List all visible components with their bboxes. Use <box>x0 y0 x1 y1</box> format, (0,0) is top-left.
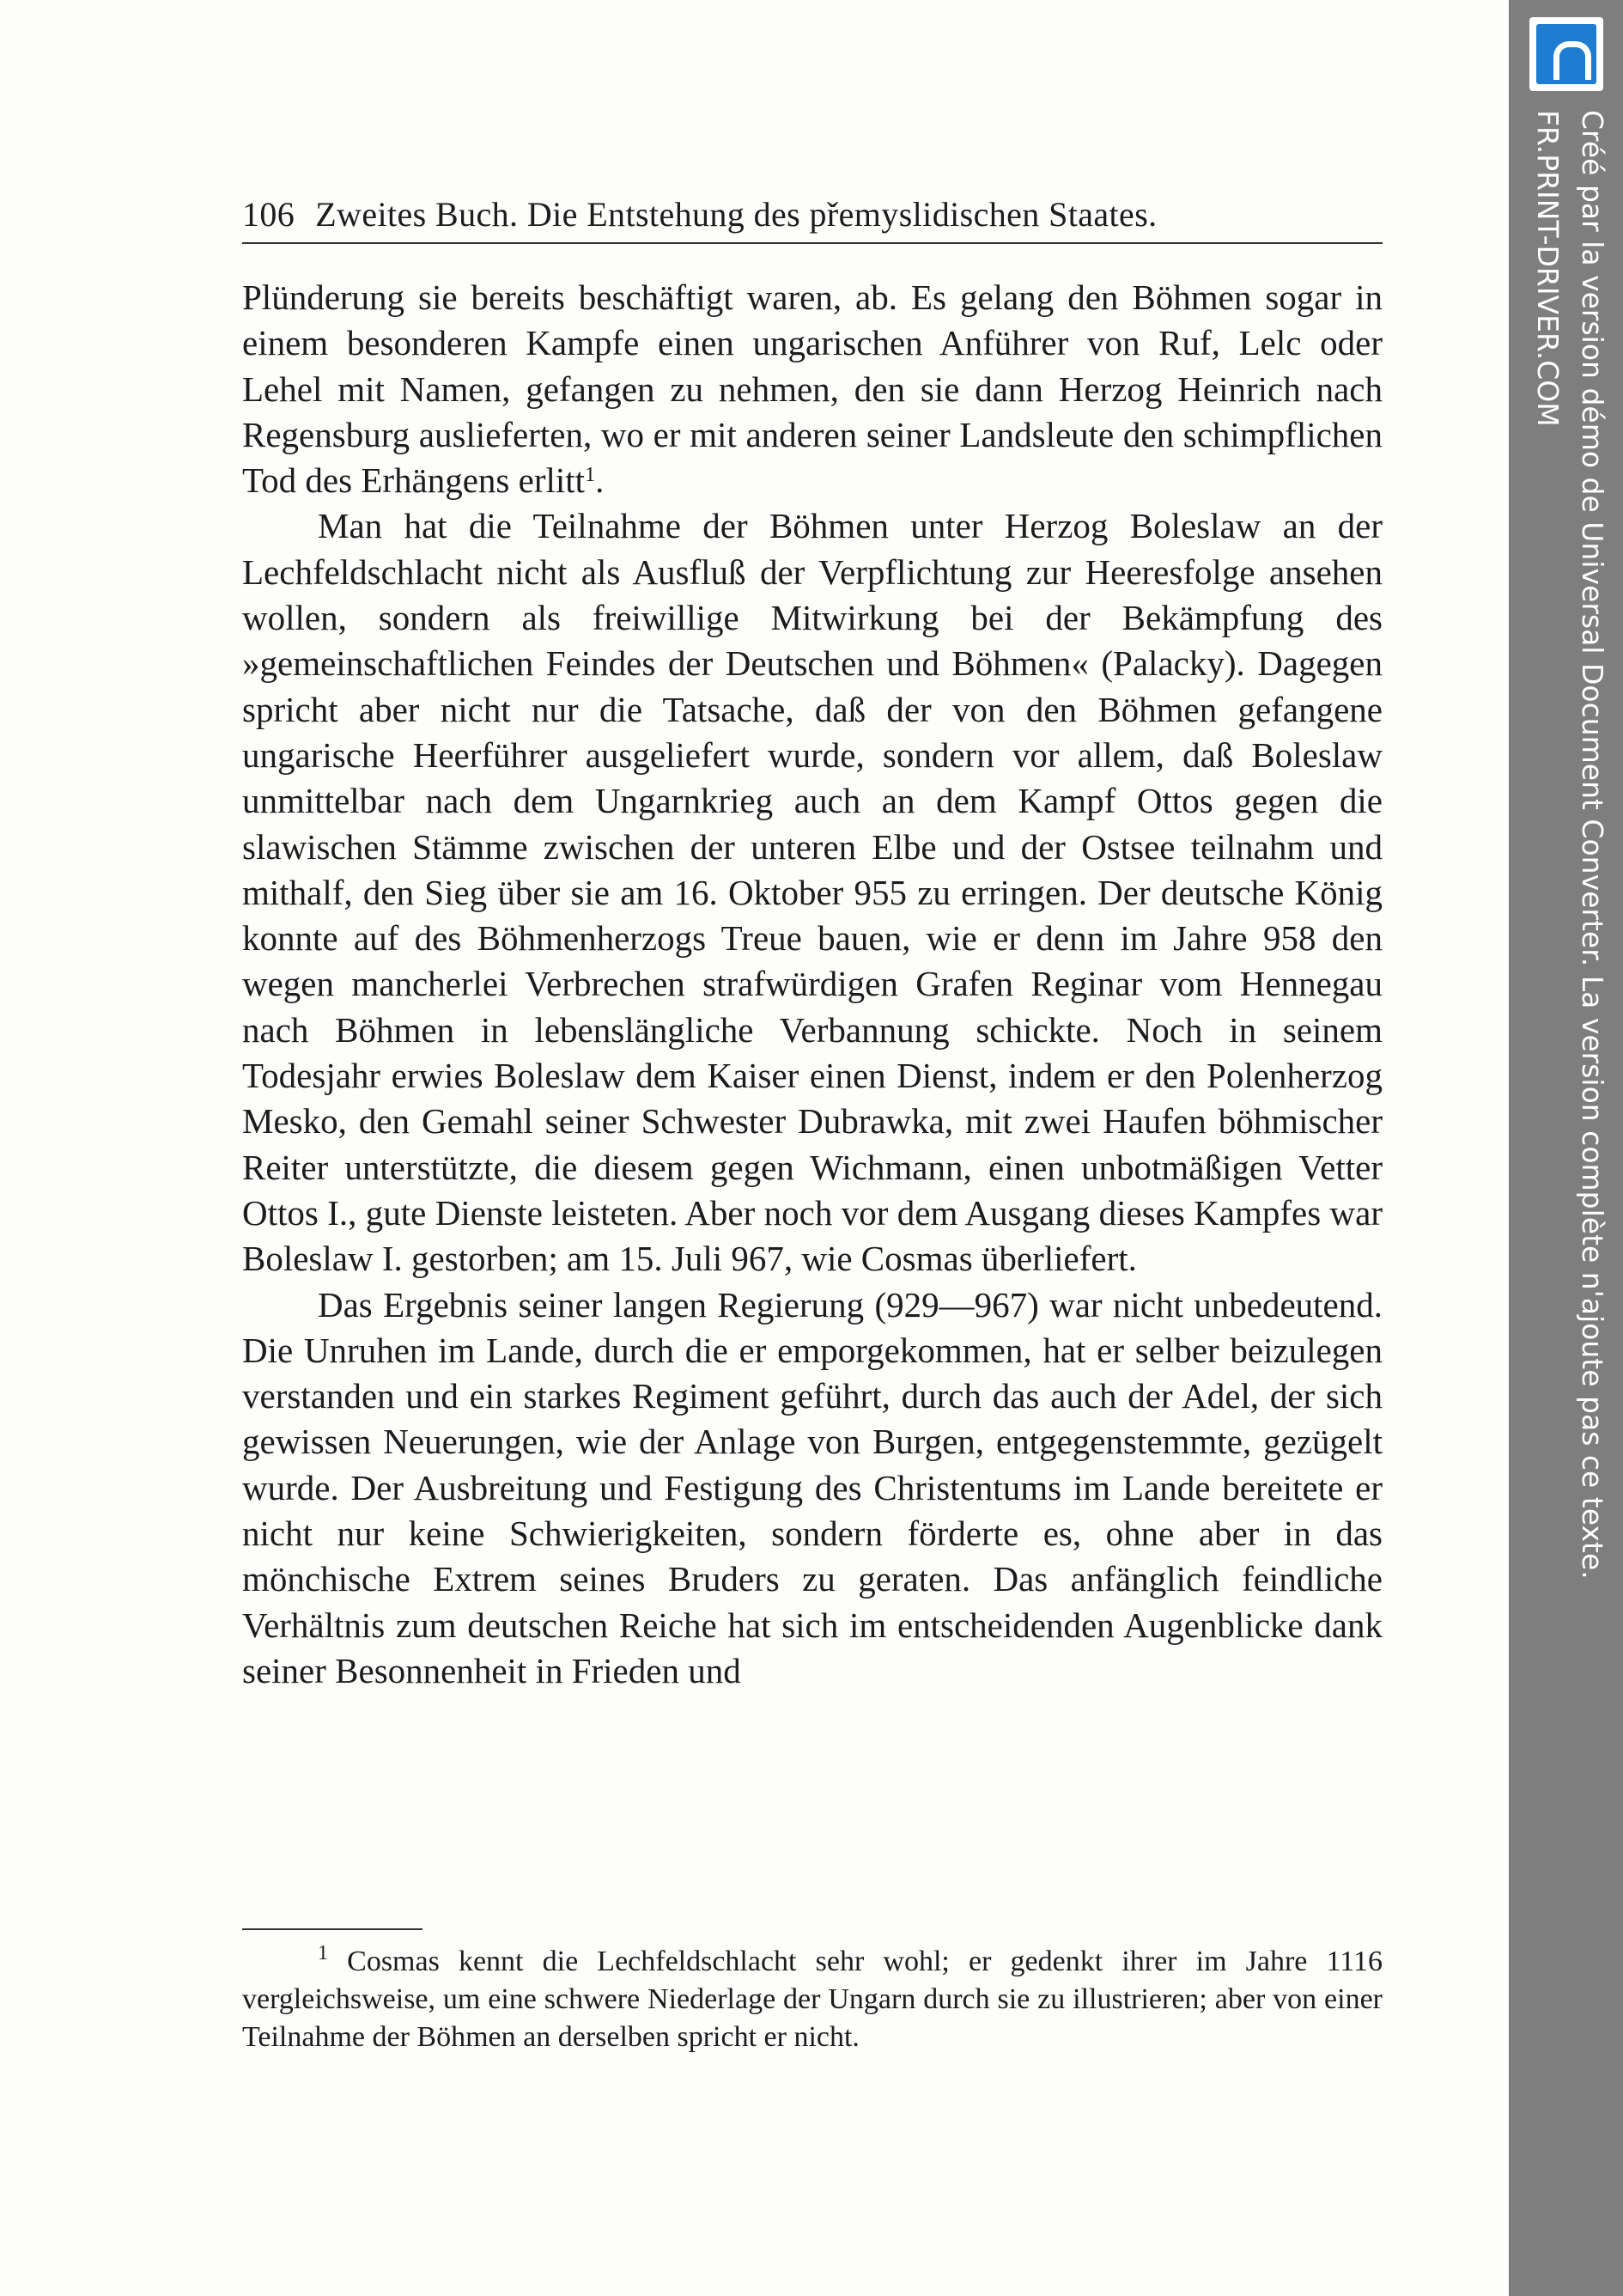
paragraph-1 <box>242 275 1383 503</box>
footnote-reference[interactable]: 1 <box>585 464 596 487</box>
paragraph-3: Das Ergebnis seiner langen Regierung (929—967) war nicht unbedeutend. Die Unruhen im Lande, durch die er emporgekommen, hat er selber beizulegen verstanden und ein starkes Regiment geführt, durch das auch der Adel, der sich gewissen Neuerungen, wie der Anlage von Burgen, entgegenstemmte, gezügelt wurde. Der Ausbreitung und Festigung des Christentums im Lande bereitete er nicht nur keine Schwierigkeiten, sondern förderte es, ohne aber in das mönchische Extrem seines Bruders zu geraten. Das anfänglich feindliche Verhältnis zum deutschen Reiche hat sich im entscheidenden Augenblicke dank seiner Besonnenheit in Frieden und <box>242 1284 1383 1690</box>
paragraph-2: Man hat die Teilnahme der Böhmen unter Herzog Boleslaw an der Lechfeldschlacht nicht als Ausfluß der Verpflichtung zur Heeresfolge ansehen wollen, sondern als freiwillige Mitwirkung bei der Bekämpfung des »gemeinschaftlichen Feindes der Deutschen und Böhmen« (Palacky). Dagegen spricht aber nicht nur die Tatsache, daß der von den Böhmen gefangene ungarische Heerführer ausgeliefert wurde, sondern vor allem, daß Boleslaw unmittelbar nach dem Ungarnkrieg auch an dem Kampf Ottos gegen die slawischen Stämme zwischen der unteren Elbe und der Ostsee teilnahm und mithalf, den Sieg über sie am 16. Oktober 955 zu erringen. Der deutsche König konnte auf des Böhmenherzogs Treue bauen, wie er denn im Jahre 958 den wegen mancherlei Verbrechen strafwürdigen Grafen Reginar vom Hennegau nach Böhmen in lebenslängliche Verbannung schickte. Noch in seinem Todesjahr erwies Boleslaw dem Kaiser einen Dienst, indem er den Polenherzog Mesko, den Gemahl seiner Schwester Dubrawka, mit zwei Haufen böhmischer Reiter unterstützte, die diesem gegen Wichmann, einen unbotmäßigen Vetter Ottos I., gute Dienste leisteten. Aber noch vor dem Ausgang dieses Kampfes war Boleslaw I. gestorben; am 15. Juli 967, wie Cosmas überliefert. <box>242 506 1383 1279</box>
udc-logo-icon <box>1529 17 1603 91</box>
footnote-divider <box>242 1928 422 1930</box>
footnote-text: Cosmas kennt die Lechfeldschlacht sehr wohl; er gedenkt ihrer im Jahre 1116 vergleichsweise, um eine schwere Niederlage der Ungarn durch sie zu illustrieren; aber von einer Teilnahme der Böhmen an derselben spricht er nicht. <box>242 1946 1383 2053</box>
running-header <box>242 189 1383 244</box>
watermark-url[interactable]: FR.PRINT-DRIVER.COM <box>1531 110 1565 427</box>
paragraph-1-end: . <box>595 460 605 501</box>
footnote <box>242 1943 1383 2056</box>
body-text <box>242 275 1383 1694</box>
paragraph-1-text: Plünderung sie bereits beschäftigt waren, ab. Es gelang den Böhmen sogar in einem besonderen Kampfe einen ungarischen Anführer von Ruf, Lelc oder Lehel mit Namen, gefangen zu nehmen, den sie dann Herzog Heinrich nach Regensburg auslieferten, wo er mit anderen seiner Landsleute den schimpflichen Tod des Erhängens erlitt <box>242 277 1383 501</box>
footnote-marker: 1 <box>318 1942 328 1964</box>
watermark-notice: Créé par la version démo de Universal Document Converter. La version complète n'ajoute pas ce texte. <box>1576 110 1609 1580</box>
running-title: Zweites Buch. Die Entstehung des přemyslidischen Staates. <box>315 195 1158 234</box>
page-number: 106 <box>242 195 295 234</box>
